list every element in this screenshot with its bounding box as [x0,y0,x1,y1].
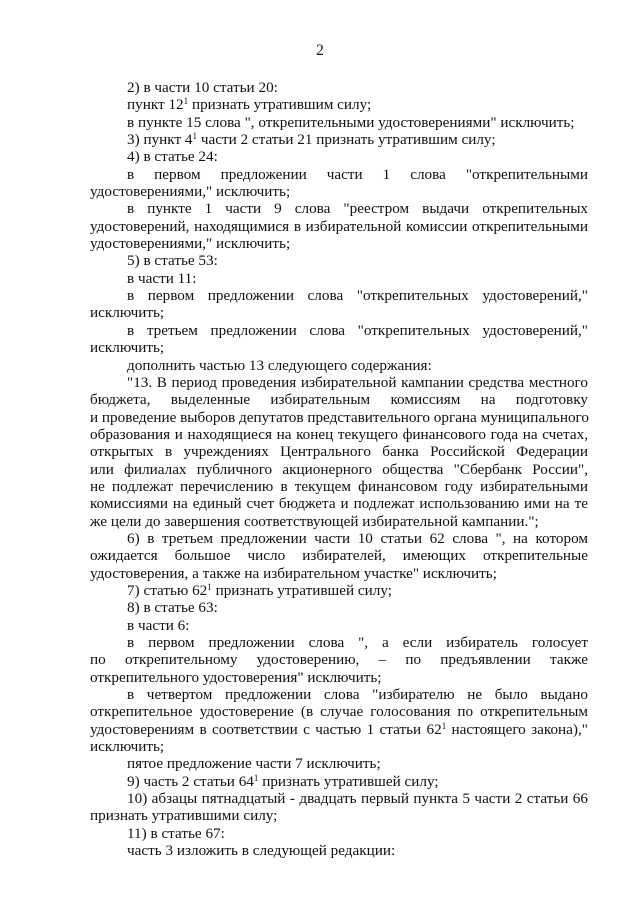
text-line: 2) в части 10 статьи 20: [127,79,278,96]
text-line: в части 11: [127,269,197,287]
text-line: пятое предложение части 7 исключить; [127,755,381,773]
superscript-index: 1 [253,772,259,783]
text-line: образования и находящиеся на конец текущего финансового года на счетах, [90,425,588,443]
text-line: 3) пункт $4^1$ части 2 статьи 21 признать утратившим силу; [127,131,496,149]
text-line: в третьем предложении слова "открепительных удостоверений," [127,321,588,339]
text-line: 5) в статье 53: [127,252,218,270]
text-line: исключить; [90,339,165,357]
text-line: бюджета, выделенные избирательным комиссиям на подготовку [90,391,588,409]
text-line: в пункте 15 слова ", открепительными удостоверениями" исключить; [127,113,575,131]
text-line: и проведение выборов депутатов представительного органа муниципального [90,408,589,426]
text-line: 9) часть 2 статьи $64^1$ признать утратившей силу; [127,772,439,790]
text-line: удостоверениями," исключить; [90,235,291,253]
text-line: дополнить частью 13 следующего содержания: [127,356,432,374]
text-line: в четвертом предложении слова "избирателю не было выдано [127,686,588,704]
text-line: не подлежат перечислению в текущем финансовом году избирательными [90,477,588,495]
text-line: открепительного удостоверения" исключить; [90,668,382,686]
superscript-index: 1 [183,96,189,107]
text-line: или филиалах публичного акционерного общества "Сбербанк России", [90,460,588,478]
text-line: ожидается большое число избирателей, имеющих открепительные [90,547,588,565]
text-line: удостоверениями," исключить; [90,183,291,201]
text-line: по открепительному удостоверению, – по предъявлении также [90,651,588,669]
text-line: в первом предложении части 1 слова "открепительными [127,165,588,183]
text-line: в пункте 1 части 9 слова "реестром выдачи открепительных [127,200,588,218]
text-line: удостоверениям в соответствии с частью 1 статьи $62^1$ настоящего закона)," [90,720,588,738]
text-line: открытых в учреждениях Центрального банка Российской Федерации [90,443,588,461]
text-line: пункт $12^1$ признать утратившим силу; [127,96,372,114]
text-line: исключить; [90,738,165,756]
text-line: 8) в статье 63: [127,599,218,617]
page-number: 2 [316,42,324,59]
text-line: "13. В период проведения избирательной кампании средства местного [127,373,588,391]
text-line: 7) статью $62^1$ признать утратившей силу; [127,581,392,599]
superscript-index: 1 [207,581,212,592]
text-line: удостоверения, а также на избирательном участке" исключить; [90,564,497,582]
document-body [90,79,588,859]
text-line: в первом предложении слова ", а если избиратель голосует [127,634,588,651]
text-line: признать утратившими силу; [90,807,278,825]
text-line: часть 3 изложить в следующей редакции: [127,842,396,860]
superscript-index: 1 [192,131,198,142]
text-line: в части 6: [127,616,190,634]
text-line: же цели до завершения соответствующей избирательной кампании."; [90,512,539,530]
text-line: 11) в статье 67: [127,824,225,842]
superscript-index: 1 [441,720,447,731]
text-line: 6) в третьем предложении части 10 статьи 62 слова ", на котором [127,529,588,547]
text-line: в первом предложении слова "открепительных удостоверений," [127,287,588,305]
text-line: 4) в статье 24: [127,148,218,166]
text-line: исключить; [90,304,165,322]
text-line: комиссиями на единый счет бюджета и подлежат использованию ими на те [90,495,588,513]
text-line: 10) абзацы пятнадцатый - двадцать первый пункта 5 части 2 статьи 66 [127,790,588,808]
text-line: удостоверений, находящимися в избирательной комиссии открепительными [90,217,588,235]
text-line: открепительное удостоверение (в случае голосования по открепительным [90,703,588,721]
